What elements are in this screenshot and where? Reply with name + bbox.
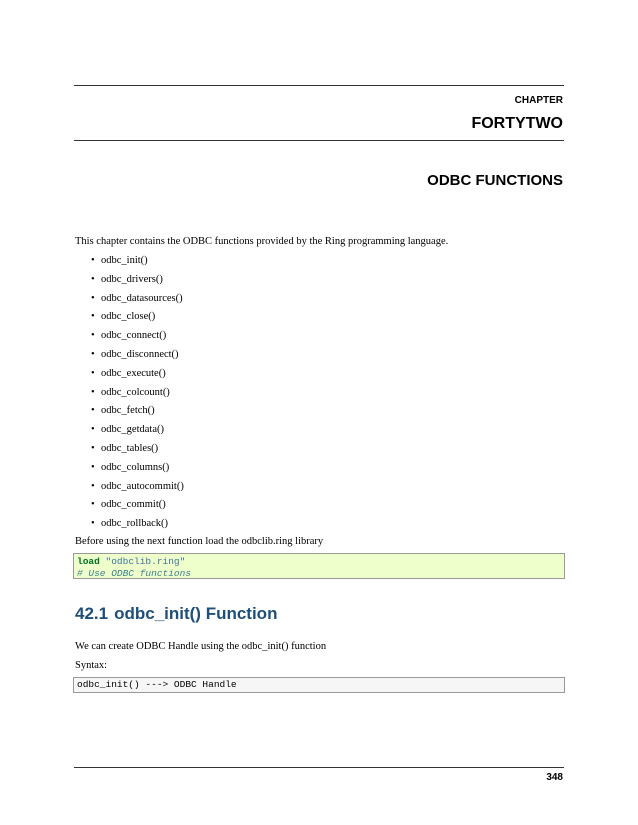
bullet-icon: • <box>91 330 95 342</box>
syntax-label: Syntax: <box>75 660 108 671</box>
bullet-icon: • <box>91 518 95 530</box>
top-rule <box>74 85 564 86</box>
list-item-label: odbc_columns() <box>101 461 170 473</box>
bullet-icon: • <box>91 273 95 285</box>
list-item-label: odbc_fetch() <box>101 405 155 417</box>
code-keyword: load <box>77 556 100 567</box>
list-item-label: odbc_execute() <box>101 367 166 379</box>
list-item-label: odbc_connect() <box>101 330 167 342</box>
list-item <box>75 443 184 462</box>
page-title: ODBC FUNCTIONS <box>427 172 563 189</box>
chapter-label: CHAPTER <box>514 95 563 106</box>
list-item-label: odbc_colcount() <box>101 386 170 398</box>
list-item <box>75 424 184 443</box>
section-paragraph: We can create ODBC Handle using the odbc_init() function <box>75 641 327 652</box>
bullet-icon: • <box>91 367 95 379</box>
bullet-icon: • <box>91 480 95 492</box>
list-item <box>75 349 184 368</box>
code-block-load <box>73 553 565 579</box>
list-item-label: odbc_tables() <box>101 442 159 454</box>
list-item <box>75 330 184 349</box>
list-item-label: odbc_autocommit() <box>101 480 184 492</box>
list-item-label: odbc_close() <box>101 311 156 323</box>
bullet-icon: • <box>91 386 95 398</box>
page-number: 348 <box>546 772 563 783</box>
section-number: 42.1 <box>75 604 109 623</box>
bullet-icon: • <box>91 292 95 304</box>
chapter-rule <box>74 140 564 141</box>
footer-rule <box>74 767 564 768</box>
list-item <box>75 311 184 330</box>
intro-paragraph: This chapter contains the ODBC functions provided by the Ring programming language. <box>75 236 449 247</box>
list-item-label: odbc_init() <box>101 255 148 266</box>
code-string: "odbclib.ring" <box>105 556 186 567</box>
list-item-label: odbc_disconnect() <box>101 348 179 360</box>
code-block-syntax: odbc_init() ---> ODBC Handle <box>73 677 565 693</box>
code-comment: # Use ODBC functions <box>77 567 192 579</box>
chapter-name: FORTYTWO <box>471 115 563 132</box>
bullet-icon: • <box>91 255 95 266</box>
list-item <box>75 518 184 537</box>
list-item <box>75 293 184 312</box>
bullet-icon: • <box>91 405 95 417</box>
list-item-label: odbc_rollback() <box>101 518 169 530</box>
list-item-label: odbc_datasources() <box>101 292 183 304</box>
list-item <box>75 462 184 481</box>
list-item <box>75 255 184 274</box>
list-item-label: odbc_getdata() <box>101 424 164 436</box>
list-item <box>75 499 184 518</box>
bullet-icon: • <box>91 348 95 360</box>
bullet-icon: • <box>91 311 95 323</box>
bullet-icon: • <box>91 461 95 473</box>
code-line-load <box>77 556 561 568</box>
list-item <box>75 368 184 387</box>
bullet-icon: • <box>91 499 95 511</box>
section-title: odbc_init() Function <box>114 604 278 623</box>
list-item-label: odbc_drivers() <box>101 273 163 285</box>
bullet-icon: • <box>91 442 95 454</box>
before-paragraph: Before using the next function load the odbclib.ring library <box>75 536 324 547</box>
list-item <box>75 387 184 406</box>
section-heading <box>75 604 277 624</box>
list-item <box>75 405 184 424</box>
function-list <box>75 255 184 537</box>
list-item <box>75 274 184 293</box>
list-item-label: odbc_commit() <box>101 499 166 511</box>
bullet-icon: • <box>91 424 95 436</box>
list-item <box>75 481 184 500</box>
